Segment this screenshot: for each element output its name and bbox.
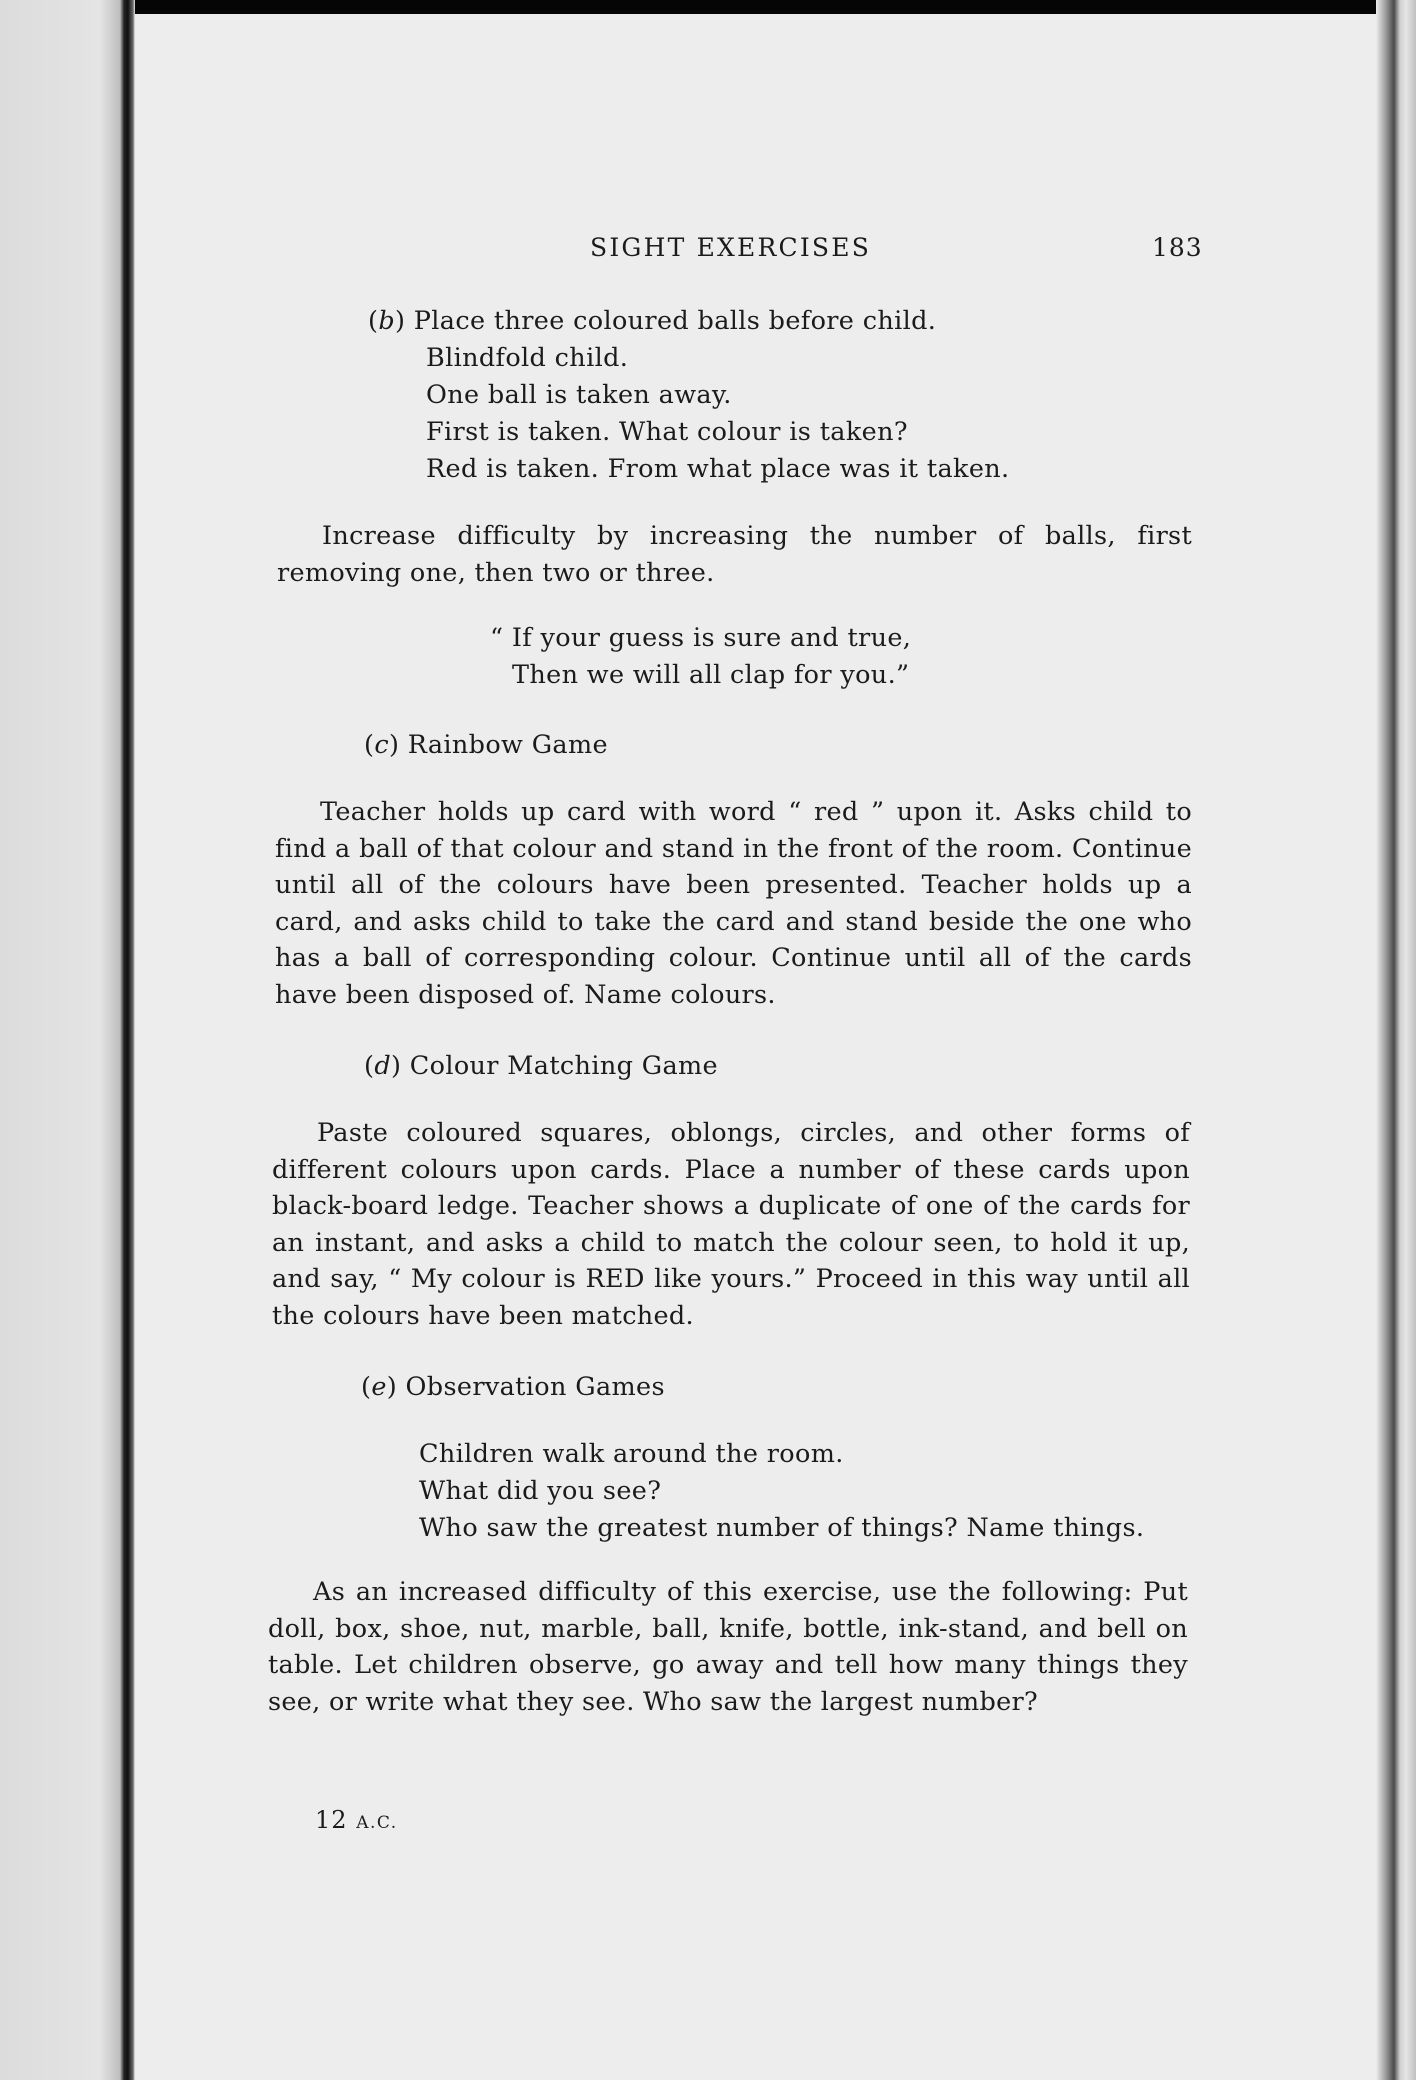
section-b-line-4: First is taken. What colour is taken? [426,417,908,447]
section-c-heading: (c) Rainbow Game [364,730,608,760]
section-d-heading: (d) Colour Matching Game [364,1051,718,1081]
section-d-title: Colour Matching Game [409,1051,718,1081]
signature-mark [315,1806,398,1834]
section-e-paragraph: As an increased difficulty of this exercise, use the following: Put doll, box, shoe, nut, marble, ball, knife, bottle, ink-stand, and bell on table. Let children observe, go away and tell how many things they see, or write what they see. Who saw the largest number? [268,1577,1188,1717]
signature-number: 12 [315,1806,348,1834]
section-b-label: b [378,306,395,336]
section-d-label: d [374,1051,391,1081]
section-e-title: Observation Games [405,1372,665,1402]
signature-letters: A.C. [356,1813,398,1833]
scan-top-border [0,0,1416,14]
section-e-label: e [371,1372,387,1402]
section-c-title: Rainbow Game [407,730,608,760]
section-d-paragraph: Paste coloured squares, oblongs, circles, and other forms of different colours upon cards. Place a number of these cards upon black-board ledge. Teacher shows a duplicate of one of the cards for an instant, and asks a child to match the colour seen, to hold it up, and say, “ My colour is RED like yours.” Proceed in this way until all the colours have been matched. [272,1118,1190,1331]
book-spine-edge [0,0,135,2080]
page-fore-edge [1376,0,1416,2080]
section-b-line-5: Red is taken. From what place was it taken. [426,454,1010,484]
rhyme-line-2: Then we will all clap for you.” [512,660,910,690]
section-e-line-2: What did you see? [419,1476,662,1506]
rhyme-line-1: “ If your guess is sure and true, [490,623,912,653]
page-number: 183 [1152,233,1203,262]
section-c-paragraph: Teacher holds up card with word “ red ” upon it. Asks child to find a ball of that colour and stand in the front of the room. Continue until all of the colours have been presented. Teacher holds up a card, and asks child to take the card and stand beside the one who has a ball of corresponding colour. Continue until all of the cards have been disposed of. Name colours. [275,797,1192,1010]
section-e-line-1: Children walk around the room. [419,1439,844,1469]
section-b-line-3: One ball is taken away. [426,380,732,410]
paragraph-increase-difficulty: Increase difficulty by increasing the number of balls, first removing one, then two or three. [277,521,1192,588]
section-e-line-3: Who saw the greatest number of things? Name things. [419,1513,1145,1543]
section-b-line-2: Blindfold child. [426,343,629,373]
section-e-heading: (e) Observation Games [361,1372,665,1402]
running-title: SIGHT EXERCISES [590,233,872,262]
section-b-line-1: (b) Place three coloured balls before child. [368,306,937,336]
section-c-label: c [374,730,389,760]
